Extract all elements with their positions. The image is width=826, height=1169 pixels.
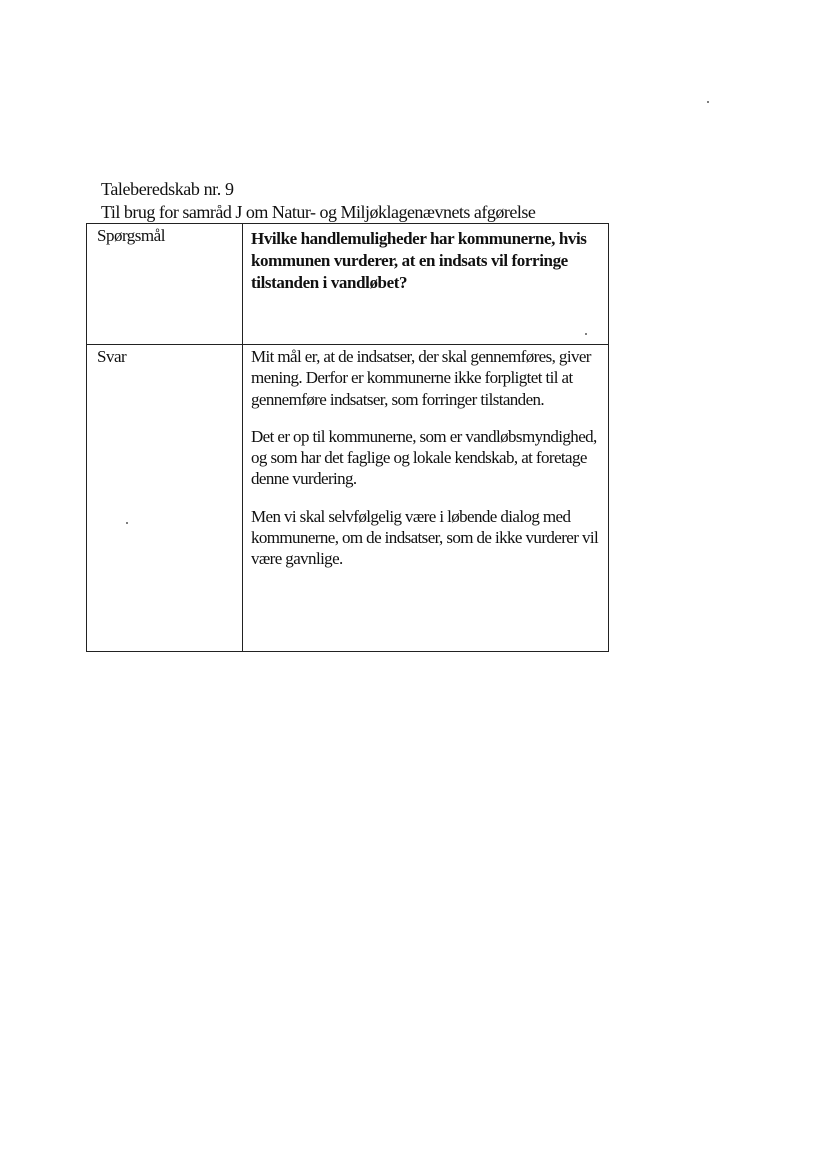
question-label: Spørgsmål: [87, 224, 243, 345]
scan-speck: [126, 522, 128, 524]
document-title: Taleberedskab nr. 9: [101, 179, 234, 199]
table-row-question: [87, 224, 609, 345]
scan-speck: [585, 333, 587, 335]
table-row-answer: [87, 345, 609, 652]
answer-paragraph: Men vi skal selvfølgelig være i løbende dialog med kommunerne, om de indsatser, som de ikke vurderer vil være gavnlige.: [251, 506, 599, 569]
answer-paragraph: Det er op til kommunerne, som er vandløbsmyndighed, og som har det faglige og lokale kendskab, at foretage denne vurdering.: [251, 426, 597, 489]
answer-paragraph: Mit mål er, at de indsatser, der skal gennemføres, giver mening. Derfor er kommunerne ikke forpligtet til at gennemføre indsatser, som forringer tilstanden.: [251, 347, 591, 409]
question-cell: [243, 224, 609, 345]
answer-cell: [243, 345, 609, 652]
qa-table: [86, 223, 609, 652]
scan-speck: [707, 101, 709, 103]
answer-label: Svar: [87, 345, 243, 652]
question-text: Hvilke handlemuligheder har kommunerne, hvis kommunen vurderer, at en indsats vil forringe tilstanden i vandløbet?: [251, 229, 587, 292]
document-subtitle: Til brug for samråd J om Natur- og Miljøklagenævnets afgørelse: [101, 202, 536, 222]
